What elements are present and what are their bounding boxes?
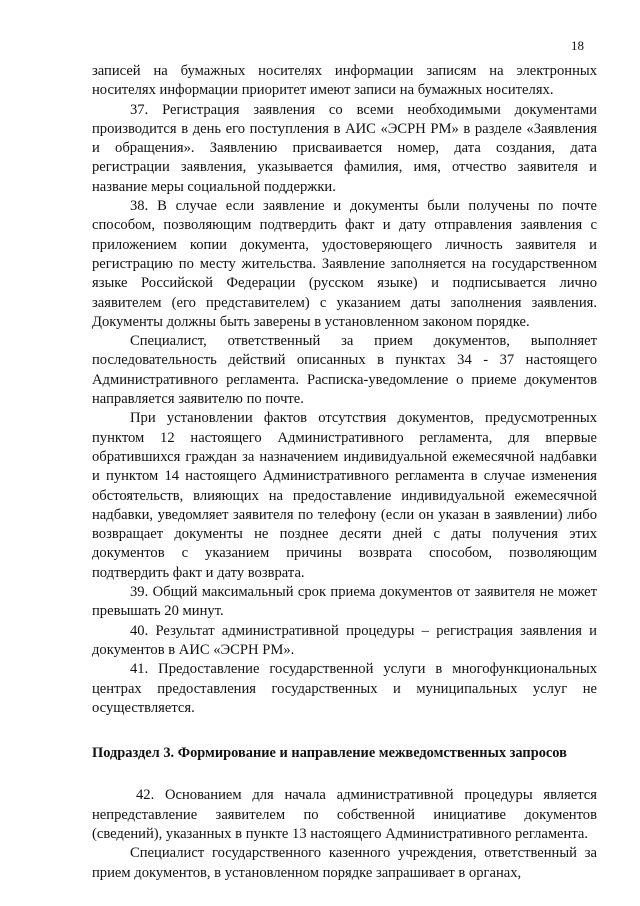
paragraph-39: 39. Общий максимальный срок приема документов от заявителя не может превышать 20 минут.	[92, 584, 597, 620]
paragraph-41: 41. Предоставление государственной услуги в многофункциональных центрах предоставления государственных и муниципальных услуг не осуществляется.	[92, 661, 597, 716]
paragraph-specialist-requests: Специалист государственного казенного учреждения, ответственный за прием документов, в установленном порядке запрашивает в органах,	[92, 845, 597, 881]
section-heading: Подраздел 3. Формирование и направление межведомственных запросов	[92, 745, 567, 762]
paragraph-37: 37. Регистрация заявления со всеми необходимыми документами производится в день его поступления в АИС «ЭСРН РМ» в разделе «Заявления и обращения». Заявлению присваивается номер, дата создания, дата регистрации заявления, указывается фамилия, имя, отчество заявителя и название меры социальной поддержки.	[92, 101, 597, 195]
document-body	[92, 62, 597, 883]
paragraph-42: 42. Основанием для начала административной процедуры является непредставление заявителем по собственной инициативе документов (сведений), указанных в пункте 13 настоящего Административного регламента.	[92, 787, 597, 842]
paragraph-38: 38. В случае если заявление и документы были получены по почте способом, позволяющим подтвердить факт и дату отправления заявления с приложением копии документа, удостоверяющего личность заявителя и регистрацию по месту жительства. Заявление заполняется на государственном языке Российской Федерации (русском языке) и подписывается лично заявителем (его представителем) с указанием даты заполнения заявления. Документы должны быть заверены в установленном законом порядке.	[92, 198, 597, 330]
page-number: 18	[571, 38, 584, 53]
paragraph-specialist: Специалист, ответственный за прием документов, выполняет последовательность действий описанных в пунктах 34 - 37 настоящего Административного регламента. Расписка-уведомление о приеме документов направляется заявителю по почте.	[92, 333, 597, 408]
paragraph-missing-documents: При установлении фактов отсутствия документов, предусмотренных пунктом 12 настоящего Административного регламента, для впервые обратившихся граждан за назначением индивидуальной ежемесячной надбавки и пунктом 14 настоящего Административного регламента в случае изменения обстоятельств, влияющих на предоставление индивидуальной ежемесячной надбавки, уведомляет заявителя по телефону (если он указан в заявлении) либо возвращает документы не позднее десяти дней с даты получения этих документов с указанием причины возврата способом, позволяющим подтвердить факт и дату возврата.	[92, 410, 597, 581]
paragraph-40: 40. Результат административной процедуры – регистрация заявления и документов в АИС «ЭСРН РМ».	[92, 622, 597, 658]
paragraph-continuation: записей на бумажных носителях информации записям на электронных носителях информации приоритет имеют записи на бумажных носителях.	[92, 63, 597, 99]
